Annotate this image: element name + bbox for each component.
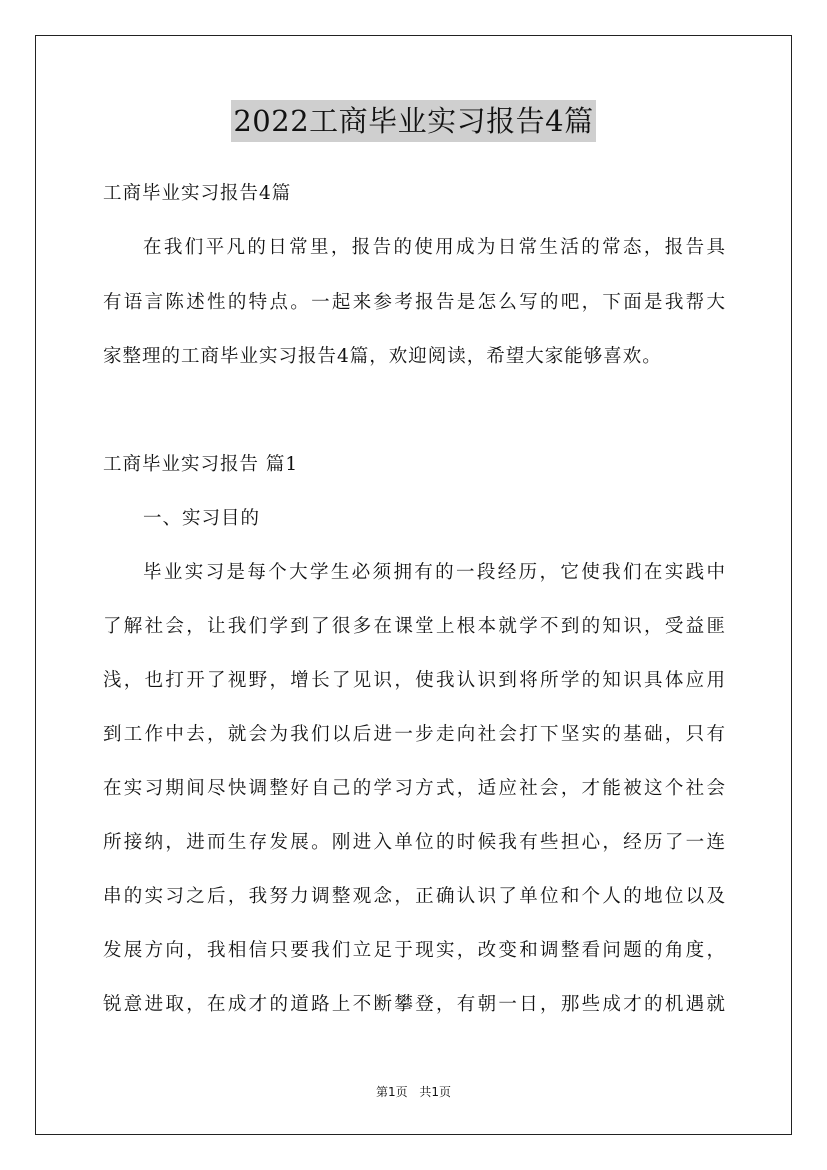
document-title [0, 100, 827, 142]
body-line: 了解社会，让我们学到了很多在课堂上根本就学不到的知识，受益匪 [103, 616, 725, 637]
page-number: 第1页 [375, 1085, 408, 1099]
body-line: 发展方向，我相信只要我们立足于现实，改变和调整看问题的角度， [103, 940, 725, 961]
body-line: 串的实习之后，我努力调整观念，正确认识了单位和个人的地位以及 [103, 886, 725, 907]
body-line: 浅，也打开了视野，增长了见识，使我认识到将所学的知识具体应用 [103, 670, 725, 691]
section-subheading: 一、实习目的 [143, 508, 261, 529]
body-line: 锐意进取，在成才的道路上不断攀登，有朝一日，那些成才的机遇就 [103, 994, 725, 1015]
document-title-text: 2022工商毕业实习报告4篇 [231, 100, 595, 142]
page-total: 共1页 [419, 1085, 452, 1099]
intro-line: 有语言陈述性的特点。一起来参考报告是怎么写的吧，下面是我帮大 [103, 292, 725, 313]
page-footer [0, 1084, 827, 1100]
body-line: 在实习期间尽快调整好自己的学习方式，适应社会，才能被这个社会 [103, 778, 725, 799]
intro-line: 在我们平凡的日常里，报告的使用成为日常生活的常态，报告具 [143, 237, 725, 258]
section-heading: 工商毕业实习报告 篇1 [103, 454, 299, 475]
body-line: 所接纳，进而生存发展。刚进入单位的时候我有些担心，经历了一连 [103, 832, 725, 853]
document-subtitle: 工商毕业实习报告4篇 [103, 183, 292, 204]
intro-line: 家整理的工商毕业实习报告4篇，欢迎阅读，希望大家能够喜欢。 [103, 346, 662, 367]
body-line: 毕业实习是每个大学生必须拥有的一段经历，它使我们在实践中 [143, 562, 725, 583]
body-line: 到工作中去，就会为我们以后进一步走向社会打下坚实的基础，只有 [103, 724, 725, 745]
